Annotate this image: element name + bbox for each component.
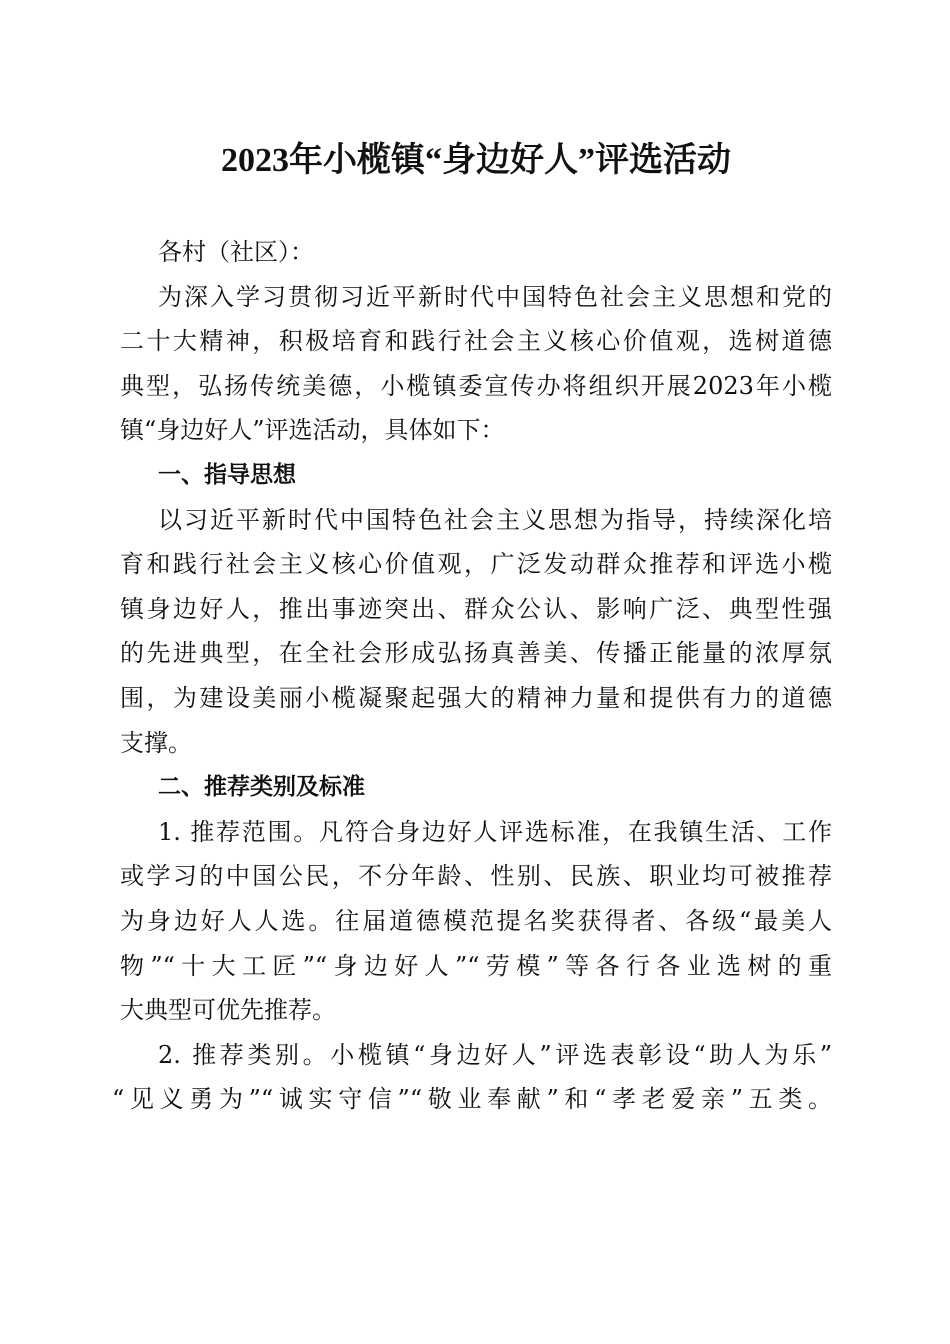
- section1-line: 围，为建设美丽小榄凝聚起强大的精神力量和提供有力的道德: [120, 683, 832, 712]
- section1-line: 镇身边好人，推出事迹突出、群众公认、影响广泛、典型性强: [120, 594, 832, 623]
- section2-item1-line: 或学习的中国公民，不分年龄、性别、民族、职业均可被推荐: [120, 862, 832, 891]
- section-heading-categories-standards: 二、推荐类别及标准: [158, 774, 365, 801]
- intro-line: 为深入学习贯彻习近平新时代中国特色社会主义思想和党的: [158, 282, 832, 311]
- section1-line: 支撑。: [120, 728, 192, 757]
- section2-item1-line: 1. 推荐范围。凡符合身边好人评选标准，在我镇生活、工作: [158, 817, 832, 846]
- section2-item2-line: 2. 推荐类别。小榄镇“身边好人”评选表彰设“助人为乐”: [158, 1040, 832, 1069]
- section1-line: 育和践行社会主义核心价值观，广泛发动群众推荐和评选小榄: [120, 550, 832, 579]
- intro-line: 镇“身边好人”评选活动，具体如下：: [120, 416, 505, 445]
- document-body: [112, 230, 832, 1122]
- section2-item2-line: “见义勇为”“诚实守信”“敬业奉献”和“孝老爱亲”五类。: [112, 1085, 832, 1114]
- section2-item1-line: 大典型可优先推荐。: [120, 996, 336, 1025]
- section2-item1-line: 为身边好人人选。往届道德模范提名奖获得者、各级“最美人: [120, 906, 832, 935]
- salutation: 各村（社区）：: [158, 238, 314, 266]
- section-heading-guiding-ideology: 一、指导思想: [158, 461, 296, 488]
- section2-item1-line: 物”“十大工匠”“身边好人”“劳模”等各行各业选树的重: [120, 951, 832, 980]
- intro-line: 二十大精神，积极培育和践行社会主义核心价值观，选树道德: [120, 327, 832, 356]
- document-title: 2023年小榄镇“身边好人”评选活动: [221, 142, 731, 179]
- section1-line: 的先进典型，在全社会形成弘扬真善美、传播正能量的浓厚氛: [120, 639, 832, 668]
- intro-line: 典型，弘扬传统美德，小榄镇委宣传办将组织开展2023年小榄: [120, 371, 832, 400]
- section1-line: 以习近平新时代中国特色社会主义思想为指导，持续深化培: [158, 505, 832, 534]
